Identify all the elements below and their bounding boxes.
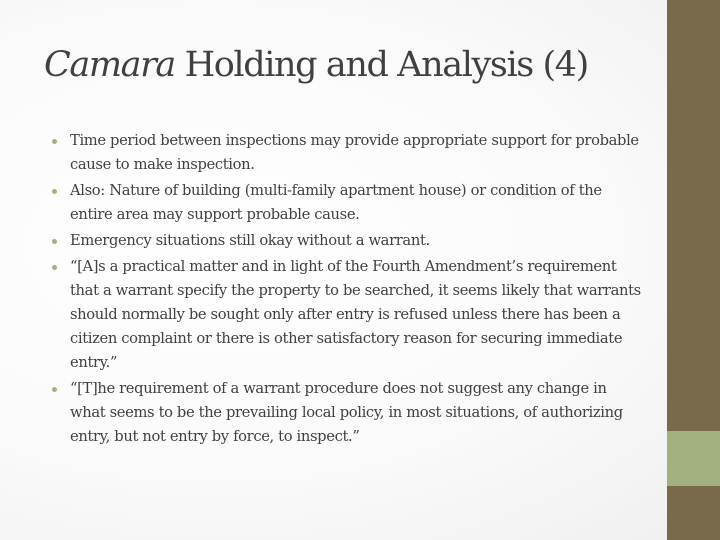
sidebar-accent-block: [667, 431, 720, 486]
bullet-text: “[T]he requirement of a warrant procedure does not suggest any change in what seems to be the prevailing local policy, in most situations, of authorizing entry, but not entry by force, to inspect.”: [70, 380, 623, 445]
bullet-list: [44, 129, 644, 451]
bullet-text: Time period between inspections may provide appropriate support for probable cause to make inspection.: [70, 132, 639, 173]
bullet-text: “[A]s a practical matter and in light of the Fourth Amendment’s requirement that a warrant specify the property to be searched, it seems likely that warrants should normally be sought only after entry is refused unless there has been a citizen complaint or there is other satisfactory reason for securing immediate entry.”: [70, 258, 641, 371]
bullet-item: [44, 377, 644, 449]
bullet-text: Also: Nature of building (multi-family apartment house) or condition of the entire area may support probable cause.: [70, 182, 602, 223]
slide-title-rest: Holding and Analysis (4): [174, 45, 588, 85]
bullet-dot-icon: [52, 265, 57, 270]
bullet-dot-icon: [52, 387, 57, 392]
bullet-dot-icon: [52, 239, 57, 244]
bullet-item: [44, 129, 644, 177]
bullet-text: Emergency situations still okay without a warrant.: [70, 232, 430, 249]
bullet-item: [44, 255, 644, 375]
bullet-dot-icon: [52, 189, 57, 194]
bullet-item: [44, 229, 644, 253]
slide-title-case-name: Camara: [44, 45, 175, 85]
bullet-dot-icon: [52, 139, 57, 144]
bullet-item: [44, 179, 644, 227]
slide-title: [44, 44, 644, 86]
